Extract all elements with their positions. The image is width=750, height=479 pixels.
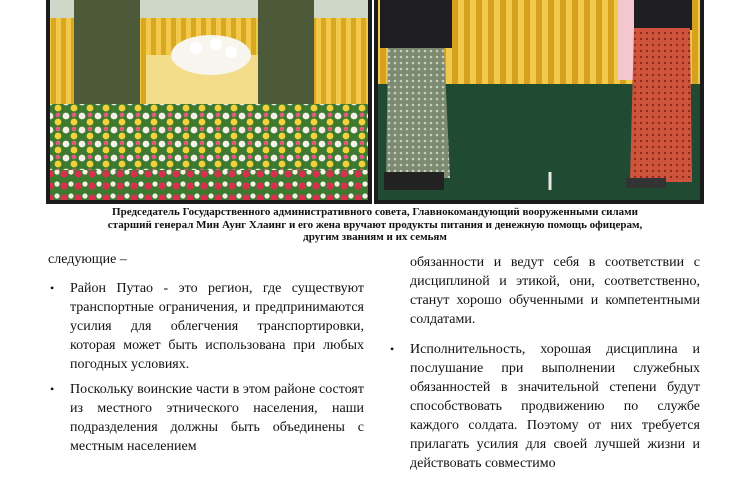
right-bullet-list <box>388 340 700 473</box>
ceremony-photo-left <box>46 0 372 204</box>
bullet-text: Район Путао - это регион, где существуют транспортные ограничения, и предпринимаются усилия для облегчения транспортировки, которая может быть использована при любых погодных условиях. <box>70 281 364 372</box>
photo-caption <box>46 206 704 244</box>
bullet-icon: • <box>50 281 55 295</box>
list-item <box>388 340 700 473</box>
left-bullet-list <box>48 279 364 456</box>
list-item <box>48 279 364 374</box>
bullet-text: Исполнительность, хорошая дисциплина и послушание при выполнении служебных обязанностей в значительной степени будут способствовать продвижению по службе каждого солдата. Поэтому от них требуется прилагать усилия для своей лучшей жизни и действовать совместимо <box>410 342 700 471</box>
bullet-icon: • <box>390 342 395 356</box>
lead-text: следующие – <box>48 252 127 267</box>
ceremony-photo-right <box>374 0 704 204</box>
list-item <box>48 380 364 456</box>
bullet-text: Поскольку воинские части в этом районе состоят из местного этнического населения, наши подразделения должны быть объединены с местным населением <box>70 382 364 454</box>
right-column <box>388 253 700 479</box>
bullet-icon: • <box>50 382 55 396</box>
continuation-text: обязанности и ведут себя в соответствии с дисциплиной и этикой, они, соответственно, станут хорошо обученными и компетентными солдатами. <box>410 255 700 327</box>
caption-line-1: Председатель Государственного административного совета, Главнокомандующий вооруженными силами <box>112 206 638 218</box>
caption-line-3: другим званиям и их семьям <box>303 231 447 243</box>
left-column <box>48 250 364 462</box>
caption-line-2: старший генерал Мин Аунг Хлаинг и его жена вручают продукты питания и денежную помощь офицерам, <box>107 218 643 231</box>
